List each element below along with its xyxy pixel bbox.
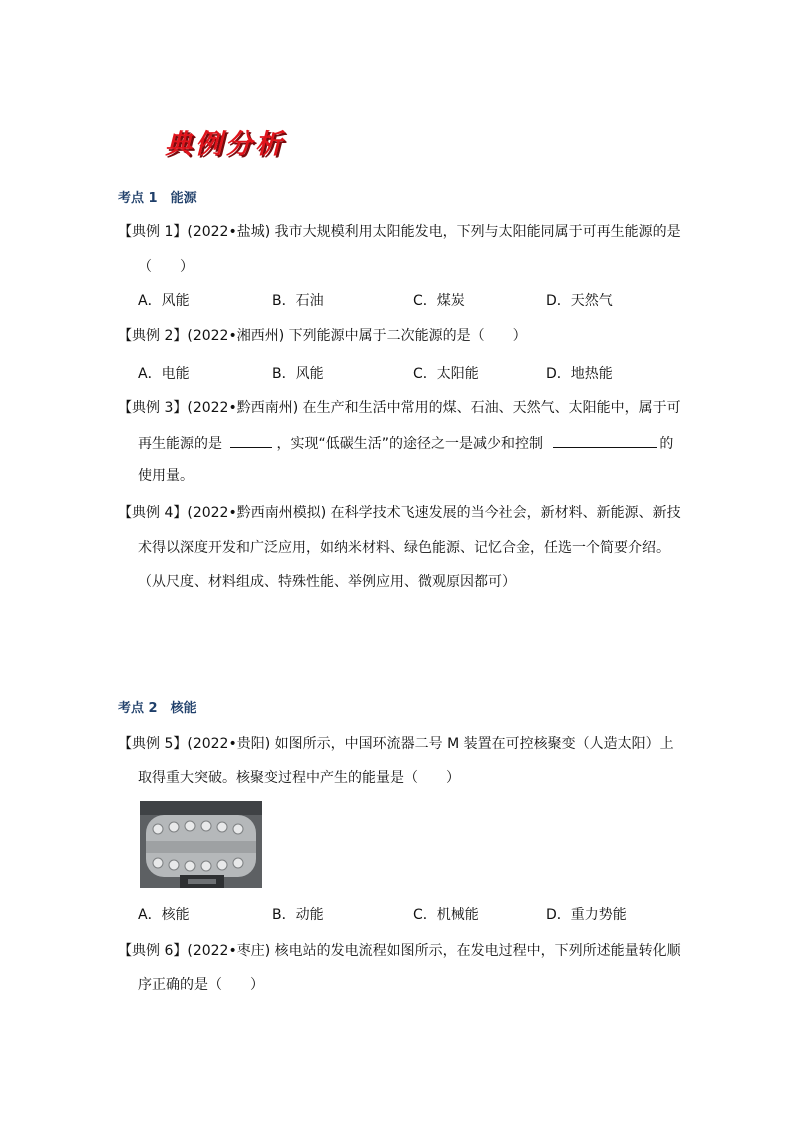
- example-5-option-d: D．重力势能: [546, 907, 627, 923]
- example-4-line-3: （从尺度、材料组成、特殊性能、举例应用、微观原因都可）: [138, 574, 516, 590]
- topic-heading-nuclear: 考点 2 核能: [118, 701, 197, 716]
- example-1-option-c: C．煤炭: [413, 293, 465, 309]
- example-1-option-b: B．石油: [272, 293, 324, 309]
- example-3-text-c: 的: [659, 436, 674, 452]
- example-1-question: 【典例 1】(2022•盐城) 我市大规模利用太阳能发电，下列与太阳能同属于可再生能源的是: [118, 224, 681, 240]
- example-3-line-2: [138, 433, 673, 454]
- topic-heading-energy: 考点 1 能源: [118, 191, 197, 206]
- answer-blank-1[interactable]: [230, 433, 272, 448]
- example-5-option-a: A．核能: [138, 907, 190, 923]
- example-2-option-a: A．电能: [138, 366, 190, 382]
- example-1-option-a: A．风能: [138, 293, 190, 309]
- example-4-question: 【典例 4】(2022•黔西南州模拟) 在科学技术飞速发展的当今社会，新材料、新能源、新技: [118, 505, 681, 521]
- example-6-question: 【典例 6】(2022•枣庄) 核电站的发电流程如图所示，在发电过程中，下列所述能量转化顺: [118, 943, 681, 959]
- tokamak-device-photo: [140, 801, 262, 888]
- section-title-art: 典例分析: [165, 129, 285, 160]
- example-5-question: 【典例 5】(2022•贵阳) 如图所示，中国环流器二号 M 装置在可控核聚变（人造太阳）上: [118, 736, 674, 752]
- example-3-question: 【典例 3】(2022•黔西南州) 在生产和生活中常用的煤、石油、天然气、太阳能中，属于可: [118, 400, 681, 416]
- example-2-option-c: C．太阳能: [413, 366, 479, 382]
- example-3-line-3: 使用量。: [138, 468, 194, 484]
- example-2-option-b: B．风能: [272, 366, 324, 382]
- example-1-bracket: （ ）: [138, 259, 194, 275]
- example-3-text-b: ，实现“低碳生活”的途径之一是减少和控制: [276, 436, 543, 452]
- answer-blank-2[interactable]: [553, 433, 657, 448]
- example-2-option-d: D．地热能: [546, 366, 613, 382]
- example-5-option-b: B．动能: [272, 907, 324, 923]
- example-5-option-c: C．机械能: [413, 907, 479, 923]
- example-5-line-2: 取得重大突破。核聚变过程中产生的能量是（ ）: [138, 770, 460, 786]
- example-2-question: 【典例 2】(2022•湘西州) 下列能源中属于二次能源的是（ ）: [118, 328, 527, 344]
- example-4-line-2: 术得以深度开发和广泛应用，如纳米材料、绿色能源、记忆合金，任选一个简要介绍。: [138, 540, 670, 556]
- example-6-line-2: 序正确的是（ ）: [138, 977, 264, 993]
- example-1-option-d: D．天然气: [546, 293, 613, 309]
- example-3-text-a: 再生能源的是: [138, 436, 222, 452]
